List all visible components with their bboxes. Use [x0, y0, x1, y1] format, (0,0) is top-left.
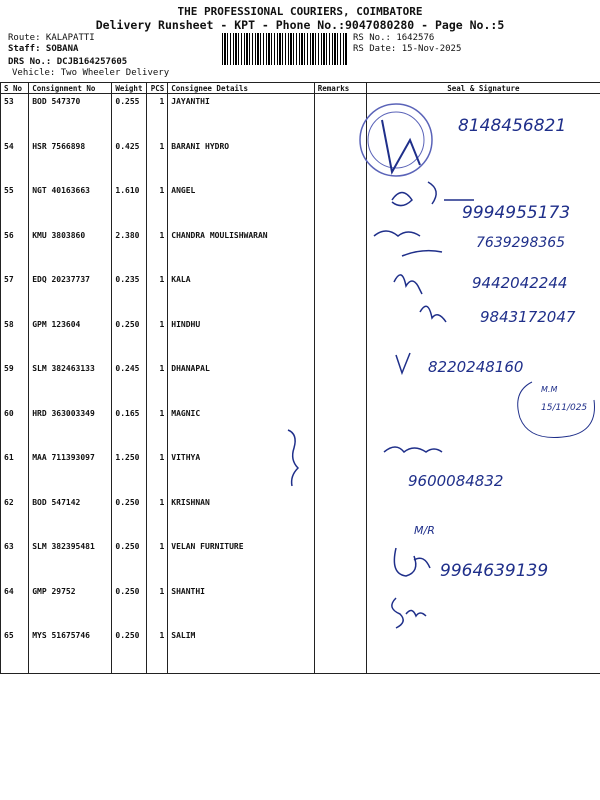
- hw-date-60: 15/11/025: [541, 403, 588, 413]
- cell-sno: 60: [1, 406, 29, 451]
- cell-remarks: [314, 183, 366, 228]
- table-row: [1, 406, 600, 451]
- cell-sno: 54: [1, 139, 29, 184]
- cell-consignee: JAYANTHI: [168, 94, 314, 139]
- cell-pcs: 1: [147, 539, 168, 584]
- cell-sno: 62: [1, 495, 29, 540]
- hw-phone-56: 7639298365: [476, 235, 566, 251]
- table-row: [1, 361, 600, 406]
- table-row: [1, 539, 600, 584]
- cell-pcs: 1: [147, 628, 168, 673]
- cell-remarks: [314, 495, 366, 540]
- col-seal: Seal & Signature: [366, 83, 600, 94]
- barcode: [222, 33, 348, 65]
- cell-seal: [366, 406, 600, 451]
- cell-seal: [366, 94, 600, 139]
- cell-weight: 0.165: [112, 406, 147, 451]
- cell-seal: [366, 495, 600, 540]
- cell-pcs: 1: [147, 361, 168, 406]
- cell-remarks: [314, 361, 366, 406]
- col-sno: S No: [1, 83, 29, 94]
- cell-consignment: SLM 382463133: [29, 361, 112, 406]
- hw-phone-62: 9600084832: [408, 472, 504, 490]
- col-remarks: Remarks: [314, 83, 366, 94]
- cell-pcs: 1: [147, 94, 168, 139]
- cell-consignment: BOD 547370: [29, 94, 112, 139]
- table-row: [1, 628, 600, 673]
- cell-pcs: 1: [147, 584, 168, 629]
- cell-sno: 58: [1, 317, 29, 362]
- cell-remarks: [314, 272, 366, 317]
- cell-weight: 2.380: [112, 228, 147, 273]
- cell-remarks: [314, 94, 366, 139]
- cell-weight: 0.250: [112, 495, 147, 540]
- hw-phone-64: 9964639139: [440, 561, 549, 581]
- table-row: [1, 139, 600, 184]
- table-row: [1, 495, 600, 540]
- hw-phone-53: 8148456821: [458, 116, 567, 136]
- cell-consignee: SALIM: [168, 628, 314, 673]
- hw-phone-58: 9843172047: [480, 308, 576, 326]
- col-consignee: Consignee Details: [168, 83, 314, 94]
- cell-consignee: HINDHU: [168, 317, 314, 362]
- cell-consignee: VITHYA: [168, 450, 314, 495]
- cell-consignment: MAA 711393097: [29, 450, 112, 495]
- cell-weight: 0.425: [112, 139, 147, 184]
- cell-weight: 1.250: [112, 450, 147, 495]
- cell-pcs: 1: [147, 317, 168, 362]
- cell-consignment: MYS 51675746: [29, 628, 112, 673]
- cell-seal: [366, 628, 600, 673]
- cell-sno: 56: [1, 228, 29, 273]
- cell-consignee: SHANTHI: [168, 584, 314, 629]
- cell-sno: 55: [1, 183, 29, 228]
- cell-seal: [366, 228, 600, 273]
- cell-seal: [366, 272, 600, 317]
- cell-consignment: GMP 29752: [29, 584, 112, 629]
- cell-seal: [366, 361, 600, 406]
- cell-consignee: DHANAPAL: [168, 361, 314, 406]
- cell-remarks: [314, 628, 366, 673]
- table-row: [1, 272, 600, 317]
- cell-consignment: SLM 382395481: [29, 539, 112, 584]
- cell-sno: 63: [1, 539, 29, 584]
- cell-consignee: VELAN FURNITURE: [168, 539, 314, 584]
- cell-consignment: HRD 363003349: [29, 406, 112, 451]
- cell-remarks: [314, 584, 366, 629]
- cell-remarks: [314, 406, 366, 451]
- company-title: THE PROFESSIONAL COURIERS, COIMBATORE: [177, 5, 423, 18]
- cell-weight: 0.245: [112, 361, 147, 406]
- cell-consignment: GPM 123604: [29, 317, 112, 362]
- cell-consignee: ANGEL: [168, 183, 314, 228]
- vehicle-label: Vehicle: Two Wheeler Delivery: [12, 68, 170, 78]
- hw-phone-57: 9442042244: [472, 274, 568, 292]
- cell-consignee: MAGNIC: [168, 406, 314, 451]
- hw-phone-55: 9994955173: [462, 203, 571, 223]
- cell-weight: 1.610: [112, 183, 147, 228]
- cell-pcs: 1: [147, 450, 168, 495]
- cell-remarks: [314, 139, 366, 184]
- staff-label: Staff: SOBANA: [8, 44, 79, 54]
- cell-sno: 65: [1, 628, 29, 673]
- cell-weight: 0.250: [112, 628, 147, 673]
- cell-remarks: [314, 450, 366, 495]
- cell-consignee: BARANI HYDRO: [168, 139, 314, 184]
- cell-remarks: [314, 228, 366, 273]
- runsheet-subtitle: Delivery Runsheet - KPT - Phone No.:9047080280 - Page No.:5: [95, 18, 505, 32]
- cell-seal: [366, 584, 600, 629]
- cell-sno: 64: [1, 584, 29, 629]
- cell-seal: [366, 183, 600, 228]
- cell-seal: [366, 539, 600, 584]
- cell-seal: [366, 139, 600, 184]
- cell-seal: [366, 450, 600, 495]
- cell-weight: 0.235: [112, 272, 147, 317]
- hw-mm-60: M.M: [541, 385, 558, 394]
- table-header-row: [1, 83, 600, 94]
- col-consignment: Consignment No: [29, 83, 112, 94]
- cell-consignment: BOD 547142: [29, 495, 112, 540]
- cell-consignment: EDQ 20237737: [29, 272, 112, 317]
- cell-remarks: [314, 539, 366, 584]
- hw-phone-59: 8220248160: [428, 358, 524, 376]
- cell-weight: 0.255: [112, 94, 147, 139]
- cell-pcs: 1: [147, 183, 168, 228]
- rs-date: RS Date: 15-Nov-2025: [353, 44, 462, 54]
- table-row: [1, 317, 600, 362]
- cell-sno: 53: [1, 94, 29, 139]
- cell-remarks: [314, 317, 366, 362]
- table-row: [1, 450, 600, 495]
- cell-consignment: KMU 3803860: [29, 228, 112, 273]
- cell-pcs: 1: [147, 272, 168, 317]
- rs-number: RS No.: 1642576: [353, 33, 435, 43]
- col-pcs: PCS: [147, 83, 168, 94]
- cell-consignee: CHANDRA MOULISHWARAN: [168, 228, 314, 273]
- table-row: [1, 94, 600, 139]
- cell-weight: 0.250: [112, 539, 147, 584]
- col-weight: Weight: [112, 83, 147, 94]
- drs-number: DRS No.: DCJB164257605: [8, 57, 128, 67]
- hw-mr-64: M/R: [414, 524, 435, 537]
- cell-pcs: 1: [147, 139, 168, 184]
- cell-sno: 59: [1, 361, 29, 406]
- cell-seal: [366, 317, 600, 362]
- table-row: [1, 228, 600, 273]
- runsheet-table: [0, 82, 600, 674]
- cell-sno: 61: [1, 450, 29, 495]
- cell-consignment: NGT 40163663: [29, 183, 112, 228]
- cell-pcs: 1: [147, 495, 168, 540]
- cell-consignee: KRISHNAN: [168, 495, 314, 540]
- table-row: [1, 183, 600, 228]
- cell-consignee: KALA: [168, 272, 314, 317]
- cell-consignment: HSR 7566898: [29, 139, 112, 184]
- cell-pcs: 1: [147, 406, 168, 451]
- cell-weight: 0.250: [112, 317, 147, 362]
- cell-sno: 57: [1, 272, 29, 317]
- table-row: [1, 584, 600, 629]
- route-label: Route: KALAPATTI: [8, 33, 95, 43]
- cell-weight: 0.250: [112, 584, 147, 629]
- cell-pcs: 1: [147, 228, 168, 273]
